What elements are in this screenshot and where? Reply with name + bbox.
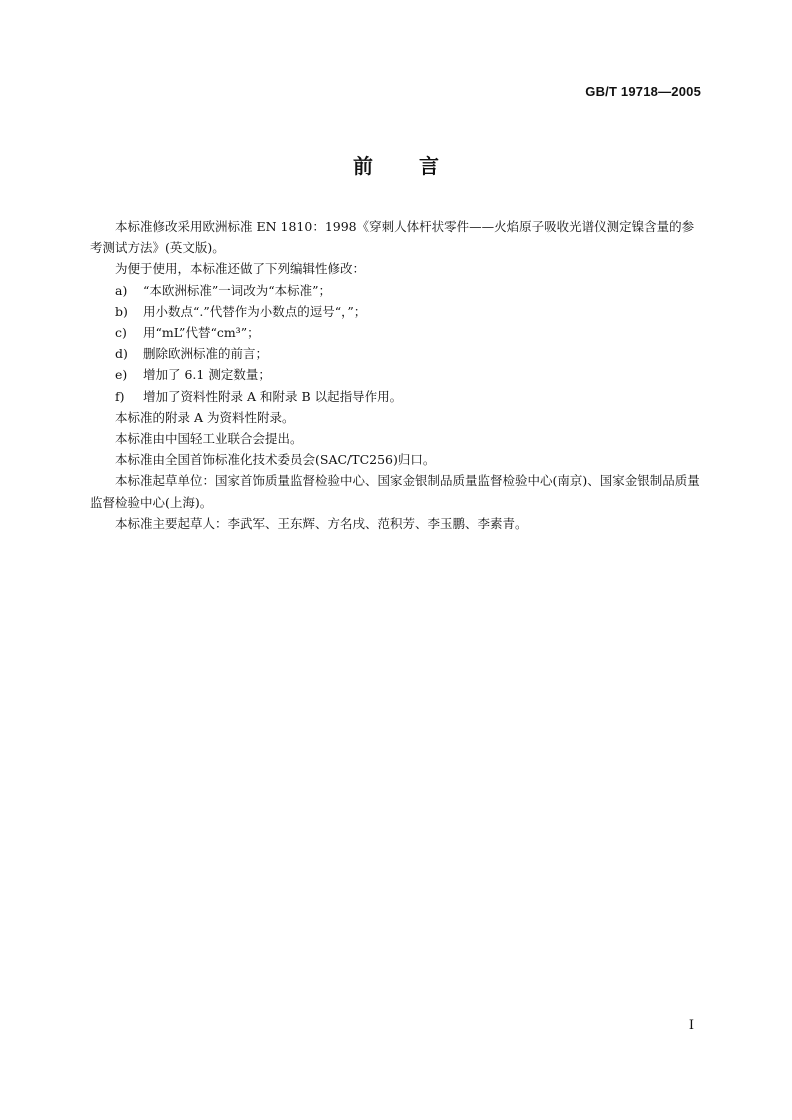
- page-title-char-1: 前: [353, 154, 373, 178]
- paragraph-drafting-units: 本标准起草单位：国家首饰质量监督检验中心、国家金银制品质量监督检验中心(南京)、国家金银制品质量监督检验中心(上海)。: [90, 473, 700, 510]
- page-title-char-2: 言: [419, 154, 439, 178]
- paragraph-intro: 本标准修改采用欧洲标准 EN 1810：1998《穿刺人体杆状零件——火焰原子吸收光谱仪测定镍含量的参考测试方法》(英文版)。: [90, 219, 695, 256]
- list-marker: f): [115, 388, 125, 404]
- list-item-text: 用“mL”代替“cm³”；: [143, 325, 260, 341]
- list-item-text: “本欧洲标准”一词改为“本标准”；: [143, 282, 332, 298]
- list-item: [90, 386, 702, 407]
- list-item: [90, 364, 702, 385]
- list-marker: a): [115, 282, 128, 298]
- list-marker: d): [115, 346, 128, 362]
- list-item-text: 删除欧洲标准的前言；: [143, 346, 269, 362]
- paragraph-drafters: 本标准主要起草人：李武军、王东辉、方名戌、范积芳、李玉鹏、李素青。: [115, 515, 528, 531]
- list-item-text: 增加了资料性附录 A 和附录 B 以起指导作用。: [143, 388, 403, 404]
- list-marker: c): [115, 325, 127, 341]
- list-item: [90, 343, 702, 364]
- list-marker: b): [115, 303, 128, 319]
- paragraph-proposed-by: 本标准由中国轻工业联合会提出。: [115, 431, 303, 447]
- standard-code: GB/T 19718—2005: [585, 84, 701, 99]
- paragraph-editorial-changes: 为便于使用，本标准还做了下列编辑性修改：: [115, 261, 366, 277]
- list-marker: e): [115, 367, 128, 383]
- list-item: [90, 322, 702, 343]
- list-item-text: 增加了 6.1 测定数量；: [143, 367, 271, 383]
- paragraph-annex: 本标准的附录 A 为资料性附录。: [115, 409, 295, 425]
- page-number: I: [688, 1018, 694, 1033]
- foreword-body: [90, 216, 702, 534]
- list-item-text: 用小数点“.”代替作为小数点的逗号“，”；: [143, 303, 367, 319]
- page-title: [0, 150, 792, 179]
- list-item: [90, 301, 702, 322]
- list-item: [90, 280, 702, 301]
- paragraph-centralized-by: 本标准由全国首饰标准化技术委员会(SAC/TC256)归口。: [115, 452, 436, 468]
